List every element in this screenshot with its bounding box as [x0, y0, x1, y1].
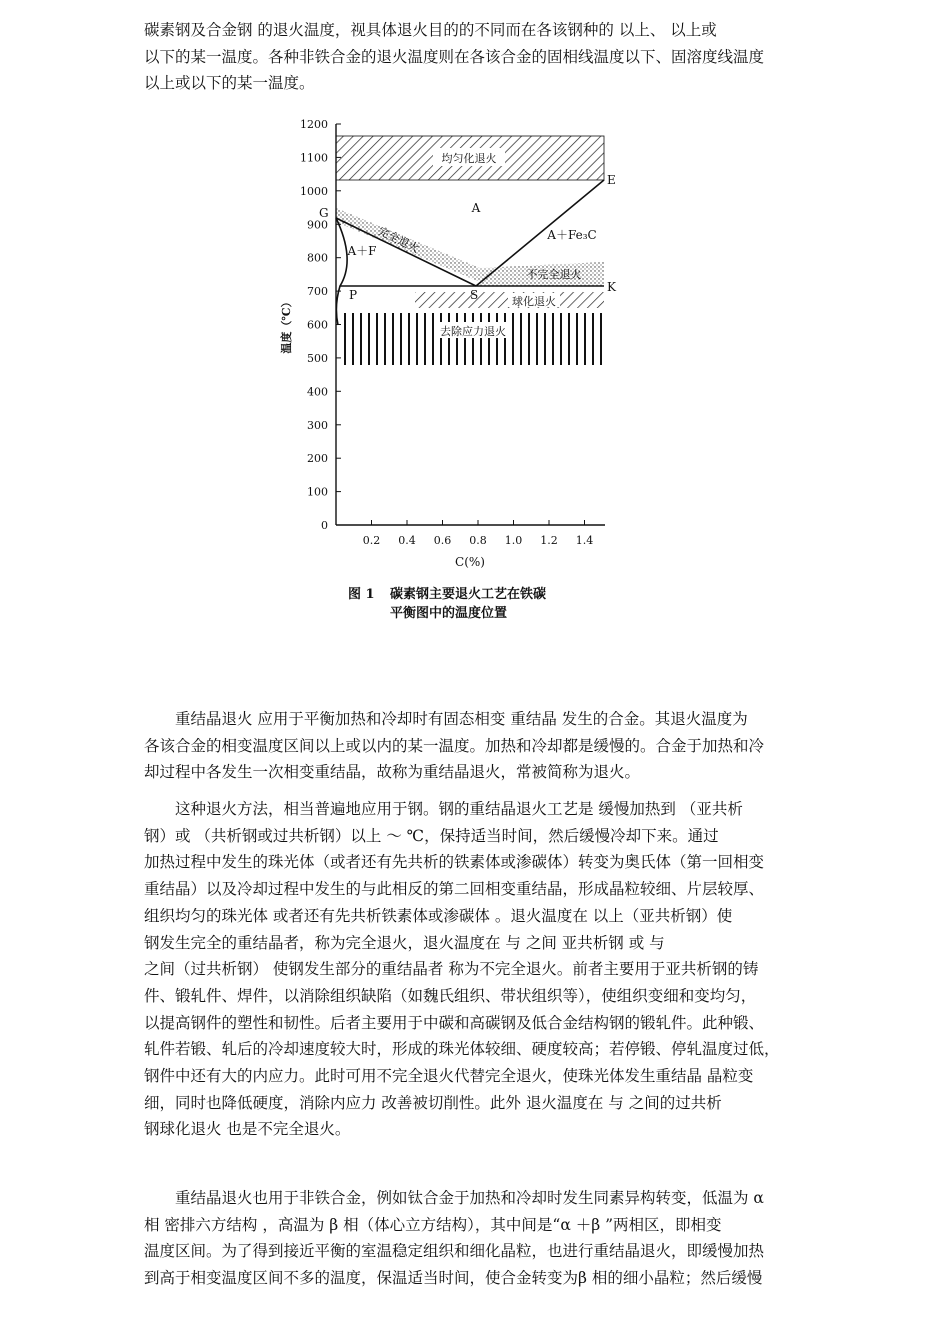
text-line: 以上或以下的某一温度。: [144, 74, 315, 93]
label-spheroidizing: 球化退火: [512, 295, 556, 308]
y-tick-label: 600: [307, 318, 328, 332]
figure-caption: [348, 585, 546, 623]
y-tick-label: 700: [307, 285, 328, 299]
text-line: 相 密排六方结构 ，高温为 β 相（体心立方结构），其中间是“α ＋β ”两相区，即相变: [144, 1215, 722, 1234]
text-line: 到高于相变温度区间不多的温度，保温适当时间，使合金转变为β 相的细小晶粒；然后缓慢: [144, 1269, 763, 1288]
x-axis-title: C(%): [455, 555, 485, 569]
stress-relief-region: [340, 313, 604, 365]
y-tick-label: 1200: [300, 118, 328, 131]
label-full-anneal: 完全退火: [375, 224, 422, 256]
text-line: 钢球化退火 也是不完全退火。: [144, 1120, 351, 1139]
point-e: E: [607, 173, 616, 187]
y-tick-label: 400: [307, 385, 328, 399]
text-line: 以提高钢件的塑性和韧性。后者主要用于中碳和高碳钢及低合金结构钢的锻轧件。此种锻、: [144, 1013, 765, 1032]
text-line: 碳素钢及合金钢 的退火温度，视具体退火目的的不同而在各该钢种的 以上、 以上或: [144, 21, 717, 39]
label-homogenizing: 均匀化退火: [441, 152, 497, 165]
x-tick-label: 0.6: [433, 534, 452, 547]
caption-number: 图 1: [348, 587, 375, 602]
y-tick-label: 200: [307, 452, 328, 466]
label-incomplete-anneal: 不完全退火: [526, 268, 582, 281]
y-tick-label: 800: [307, 251, 328, 265]
label-stress-relief: 去除应力退火: [440, 325, 506, 338]
text-line: 温度区间。为了得到接近平衡的室温稳定组织和细化晶粒，也进行重结晶退火，即缓慢加热: [144, 1242, 765, 1261]
x-ticks: [363, 520, 594, 547]
intro-paragraph: [144, 17, 808, 97]
y-tick-label: 300: [307, 418, 328, 432]
text-line: 重结晶退火 应用于平衡加热和冷却时有固态相变 重结晶 发生的合金。其退火温度为: [175, 710, 748, 728]
label-austenite-ferrite: A＋F: [347, 244, 377, 258]
text-line: 各该合金的相变温度区间以上或以内的某一温度。加热和冷却都是缓慢的。合金于加热和冷: [144, 736, 765, 755]
y-tick-label: 1000: [300, 184, 328, 198]
x-tick-label: 1.4: [575, 534, 594, 547]
paragraph-recrystallization: [144, 706, 808, 786]
y-axis-title: 温度（℃）: [280, 296, 293, 354]
point-k: K: [607, 280, 616, 294]
y-tick-label: 500: [307, 351, 328, 365]
y-tick-label: 100: [307, 485, 328, 499]
y-tick-label: 900: [307, 218, 328, 232]
paragraph-steel-annealing: [144, 796, 808, 1143]
text-line: 轧件若锻、轧后的冷却速度较大时，形成的珠光体较细、硬度较高；若停锻、停轧温度过低，: [144, 1040, 780, 1059]
point-p: P: [349, 288, 358, 302]
text-line: 钢件中还有大的内应力。此时可用不完全退火代替完全退火，使珠光体发生重结晶 晶粒变: [144, 1067, 754, 1086]
point-s: S: [470, 288, 479, 302]
text-line: 这种退火方法，相当普遍地应用于钢。钢的重结晶退火工艺是 缓慢加热到 （亚共析: [175, 800, 743, 818]
text-line: 加热过程中发生的珠光体（或者还有先共析的铁素体或渗碳体）转变为奥氏体（第一回相变: [144, 853, 765, 872]
text-line: 却过程中各发生一次相变重结晶，故称为重结晶退火，常被简称为退火。: [144, 763, 641, 782]
caption-line-1: 碳素钢主要退火工艺在铁碳: [390, 587, 547, 602]
x-tick-label: 0.2: [362, 534, 381, 547]
label-austenite-cementite: A＋Fe₃C: [547, 228, 597, 242]
point-g: G: [319, 206, 329, 220]
iron-carbon-annealing-diagram: [270, 110, 630, 580]
text-line: 钢）或 （共析钢或过共析钢）以上 ～ ℃，保持适当时间，然后缓慢冷却下来。通过: [144, 826, 719, 845]
caption-line-2: 平衡图中的温度位置: [390, 606, 508, 621]
y-tick-label: 0: [321, 519, 328, 532]
paragraph-nonferrous: [144, 1185, 808, 1292]
y-tick-label: 1100: [300, 151, 328, 165]
x-tick-label: 1.0: [504, 534, 523, 547]
x-tick-label: 0.8: [469, 534, 487, 547]
x-tick-label: 0.4: [398, 534, 416, 547]
text-line: 以下的某一温度。各种非铁合金的退火温度则在各该合金的固相线温度以下、固溶度线温度: [144, 47, 765, 66]
text-line: 钢发生完全的重结晶者，称为完全退火，退火温度在 与 之间 亚共析钢 或 与: [144, 933, 665, 952]
text-line: 重结晶）以及冷却过程中发生的与此相反的第二回相变重结晶，形成晶粒较细、片层较厚、: [144, 880, 765, 899]
text-line: 细，同时也降低硬度，消除内应力 改善被切削性。此外 退火温度在 与 之间的过共析: [144, 1093, 722, 1112]
text-line: 件、锻轧件、焊件，以消除组织缺陷（如魏氏组织、带状组织等），使组织变细和变均匀，: [144, 986, 757, 1005]
label-austenite: A: [471, 201, 481, 215]
text-line: 重结晶退火也用于非铁合金，例如钛合金于加热和冷却时发生同素异构转变，低温为 α: [175, 1189, 764, 1207]
text-line: 之间（过共析钢） 使钢发生部分的重结晶者 称为不完全退火。前者主要用于亚共析钢的铸: [144, 960, 759, 979]
y-ticks: [300, 118, 341, 532]
gp-curve: [336, 218, 347, 325]
x-tick-label: 1.2: [540, 534, 558, 547]
text-line: 组织均匀的珠光体 或者还有先共析铁素体或渗碳体 。退火温度在 以上（亚共析钢）使: [144, 906, 733, 925]
